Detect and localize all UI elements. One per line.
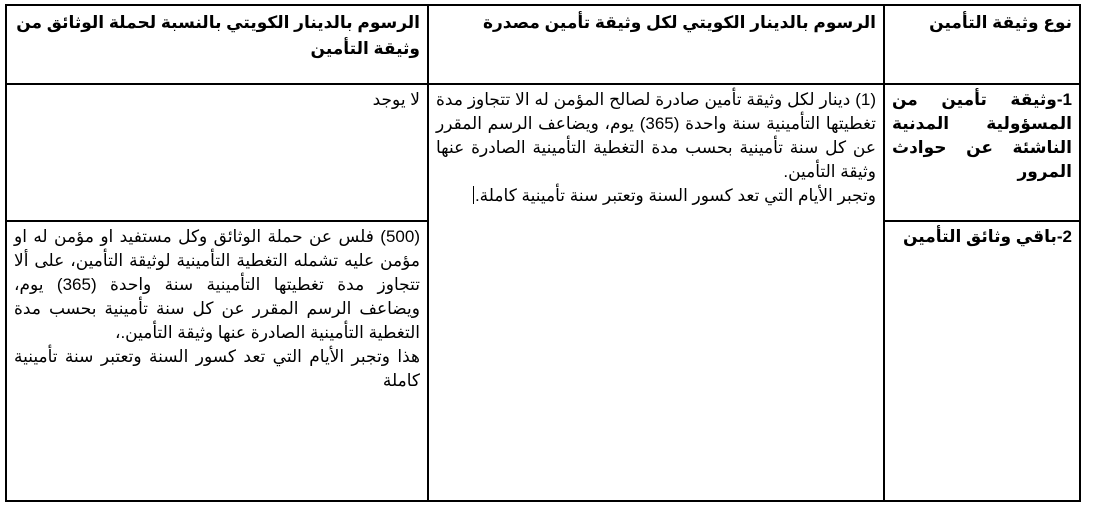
per-holder-fee-note: هذا وتجبر الأيام التي تعد كسور السنة وتعتبر سنة تأمينية كاملة [14, 347, 420, 391]
policy-type-cell: 2-باقي وثائق التأمين [884, 221, 1080, 501]
per-holder-fee-text: (500) فلس عن حملة الوثائق وكل مستفيد او مؤمن له او مؤمن عليه تشمله التغطية التأمينية لوثيقة التأمين، على ألا تتجاوز مدة تغطيتها التأمينية سنة واحدة (365) يوم، ويضاعف الرسم المقرر عن كل سنة تأمينية بحسب مدة التغطية التأمينية الصادرة عنها وثيقة التأمين.، [14, 227, 420, 343]
header-policy-type: نوع وثيقة التأمين [884, 5, 1080, 84]
policy-type-cell: 1-وثيقة تأمين من المسؤولية المدنية الناشئة عن حوادث المرور [884, 84, 1080, 221]
header-row [6, 5, 1080, 84]
table-row [6, 84, 1080, 221]
per-policy-fee-note [436, 184, 876, 208]
header-per-holder-fee: الرسوم بالدينار الكويتي بالنسبة لحملة الوثائق من وثيقة التأمين [6, 5, 428, 84]
header-per-policy-fee: الرسوم بالدينار الكويتي لكل وثيقة تأمين مصدرة [428, 5, 884, 84]
per-holder-fee-cell: لا يوجد [6, 84, 428, 221]
text-cursor [473, 186, 474, 204]
per-policy-fee-cell[interactable] [428, 84, 884, 501]
per-policy-fee-text: (1) دينار لكل وثيقة تأمين صادرة لصالح المؤمن له الا تتجاوز مدة تغطيتها التأمينية سنة واحدة (365) يوم، ويضاعف الرسم المقرر عن كل سنة تأمينية بحسب مدة التغطية التأمينية الصادرة عنها وثيقة التأمين. [436, 90, 876, 182]
insurance-fees-table [5, 4, 1081, 502]
per-holder-fee-cell [6, 221, 428, 501]
per-policy-fee-note-text: وتجبر الأيام التي تعد كسور السنة وتعتبر سنة تأمينية كاملة. [474, 186, 876, 206]
